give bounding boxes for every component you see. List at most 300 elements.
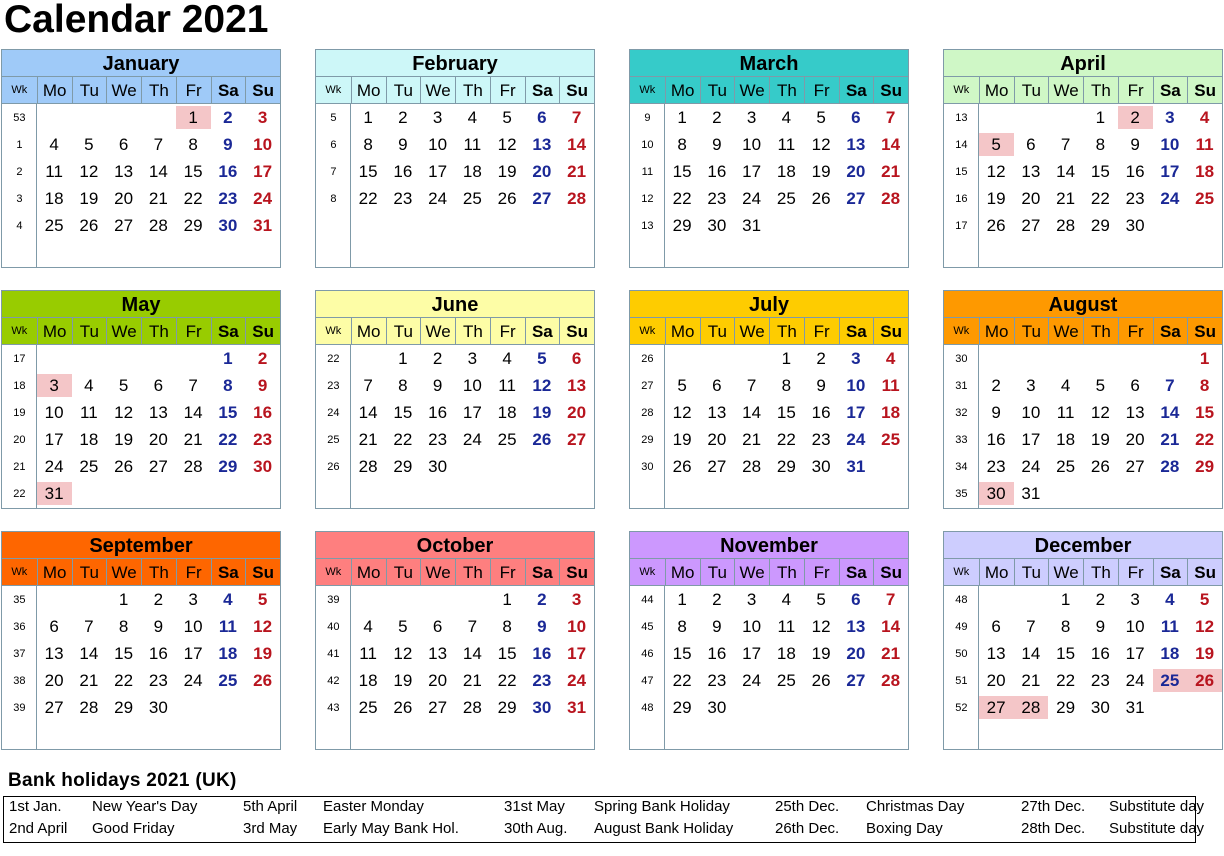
weekday-su: Su xyxy=(245,559,280,585)
empty-cell xyxy=(37,347,72,370)
weekday-tu: Tu xyxy=(1014,77,1049,103)
week-row xyxy=(2,426,280,453)
weekday-su: Su xyxy=(245,318,280,344)
day-cell: 7 xyxy=(885,590,896,609)
day-cell: 27 xyxy=(1125,457,1145,476)
weekday-tu: Tu xyxy=(386,559,421,585)
day-cell: 17 xyxy=(428,162,448,181)
day-cell: 11 xyxy=(218,617,237,636)
day-cell: 10 xyxy=(44,403,64,422)
week-number: 49 xyxy=(955,621,968,633)
holiday-name: Early May Bank Hol. xyxy=(323,820,459,837)
empty-cell xyxy=(665,347,700,370)
week-number-header: Wk xyxy=(953,325,970,337)
day-cell: 30 xyxy=(707,216,727,235)
day-cell: 11 xyxy=(881,376,900,395)
weekday-header xyxy=(316,77,594,104)
day-cell: 9 xyxy=(257,376,268,395)
day-cell: 23 xyxy=(532,671,552,690)
week-number: 33 xyxy=(955,434,968,446)
weekday-th: Th xyxy=(455,318,490,344)
week-number: 2 xyxy=(16,166,23,178)
week-number: 32 xyxy=(955,407,968,419)
day-cell: 7 xyxy=(571,108,582,127)
day-cell: 4 xyxy=(781,590,792,609)
weekday-we: We xyxy=(106,318,141,344)
day-cell: 31 xyxy=(846,457,866,476)
day-cell: 15 xyxy=(1090,162,1110,181)
day-cell: 9 xyxy=(537,617,547,636)
page-title: Calendar 2021 xyxy=(4,0,269,41)
day-cell: 25 xyxy=(776,671,796,690)
day-cell: 21 xyxy=(148,189,168,208)
day-cell: 27 xyxy=(846,671,866,690)
month-december xyxy=(943,531,1223,750)
day-cell: 1 xyxy=(223,349,233,368)
weekday-th: Th xyxy=(455,77,490,103)
empty-cell xyxy=(1153,347,1188,370)
day-cell: 30 xyxy=(1125,216,1145,235)
day-cell: 20 xyxy=(1125,430,1145,449)
week-row xyxy=(944,586,1222,613)
day-cell: 10 xyxy=(742,617,762,636)
week-number: 15 xyxy=(955,166,968,178)
day-cell: 26 xyxy=(253,671,273,690)
weekday-sa: Sa xyxy=(839,77,874,103)
weekday-we: We xyxy=(734,559,769,585)
month-name: April xyxy=(944,50,1222,77)
week-number: 3 xyxy=(16,193,23,205)
day-cell: 25 xyxy=(218,671,238,690)
week-number: 43 xyxy=(327,702,340,714)
day-cell: 24 xyxy=(846,430,866,449)
day-cell: 5 xyxy=(118,376,129,395)
week-row xyxy=(316,453,594,480)
day-cell: 8 xyxy=(781,376,792,395)
day-cell: 24 xyxy=(567,671,587,690)
month-name: February xyxy=(316,50,594,77)
day-cell: 2 xyxy=(991,376,1001,395)
day-cell: 12 xyxy=(497,135,517,154)
day-cell: 1 xyxy=(1095,108,1106,127)
day-cell: 10 xyxy=(462,376,482,395)
empty-cell xyxy=(700,347,735,370)
week-number: 51 xyxy=(955,675,968,687)
weekday-fr: Fr xyxy=(804,77,839,103)
empty-cell xyxy=(804,696,839,719)
week-row xyxy=(630,640,908,667)
day-cell: 28 xyxy=(79,698,99,717)
week-row xyxy=(2,480,280,507)
day-cell: 23 xyxy=(148,671,168,690)
day-cell: 12 xyxy=(811,617,831,636)
week-row xyxy=(2,613,280,640)
weekday-mo: Mo xyxy=(37,318,72,344)
day-cell: 22 xyxy=(497,671,517,690)
day-cell: 15 xyxy=(672,162,692,181)
day-cell: 17 xyxy=(253,162,273,181)
day-cell: 1 xyxy=(677,590,687,609)
weekday-tu: Tu xyxy=(386,318,421,344)
week-number: 47 xyxy=(641,675,654,687)
day-cell: 3 xyxy=(1130,590,1140,609)
day-cell: 1 xyxy=(176,106,211,129)
day-cell: 27 xyxy=(846,189,866,208)
day-cell: 29 xyxy=(776,457,796,476)
weekday-tu: Tu xyxy=(386,77,421,103)
day-cell: 15 xyxy=(393,403,413,422)
day-cell: 25 xyxy=(1153,669,1188,692)
empty-cell xyxy=(72,347,107,370)
day-cell: 4 xyxy=(223,590,233,609)
day-cell: 8 xyxy=(363,135,373,154)
day-cell: 15 xyxy=(218,403,238,422)
day-cell: 2 xyxy=(223,108,233,127)
weekday-mo: Mo xyxy=(665,77,700,103)
weekday-we: We xyxy=(1048,77,1083,103)
day-cell: 18 xyxy=(1195,162,1215,181)
day-cell: 31 xyxy=(742,216,762,235)
day-cell: 27 xyxy=(532,189,552,208)
week-row xyxy=(2,399,280,426)
week-row xyxy=(316,372,594,399)
day-cell: 27 xyxy=(567,430,587,449)
week-row xyxy=(316,131,594,158)
empty-cell xyxy=(1014,588,1049,611)
week-number-header: Wk xyxy=(11,566,28,578)
empty-cell xyxy=(455,588,490,611)
week-row xyxy=(944,104,1222,131)
weekday-fr: Fr xyxy=(1118,318,1153,344)
day-cell: 22 xyxy=(114,671,134,690)
day-cell: 17 xyxy=(1160,162,1180,181)
week-number: 45 xyxy=(641,621,654,633)
weekday-we: We xyxy=(734,318,769,344)
holiday-date: 25th Dec. xyxy=(775,798,840,815)
weekday-fr: Fr xyxy=(490,77,525,103)
weekday-mo: Mo xyxy=(665,559,700,585)
day-cell: 18 xyxy=(497,403,517,422)
holiday-name: Easter Monday xyxy=(323,798,424,815)
day-cell: 22 xyxy=(1195,430,1215,449)
day-cell: 31 xyxy=(1125,698,1145,717)
day-cell: 26 xyxy=(497,189,517,208)
empty-cell xyxy=(72,588,107,611)
holiday-name: Substitute day xyxy=(1109,798,1205,815)
day-cell: 8 xyxy=(188,135,198,154)
day-cell: 19 xyxy=(811,644,831,663)
day-cell: 9 xyxy=(712,617,722,636)
day-cell: 20 xyxy=(707,430,727,449)
day-cell: 2 xyxy=(537,590,547,609)
day-cell: 24 xyxy=(44,457,64,476)
week-number: 39 xyxy=(13,702,26,714)
day-cell: 2 xyxy=(257,349,268,368)
day-cell: 3 xyxy=(188,590,198,609)
week-row xyxy=(630,372,908,399)
empty-cell xyxy=(1153,482,1188,505)
week-number-header: Wk xyxy=(325,566,342,578)
day-cell: 19 xyxy=(1090,430,1110,449)
day-cell: 12 xyxy=(672,403,692,422)
weekday-we: We xyxy=(420,77,455,103)
week-row xyxy=(944,426,1222,453)
day-cell: 6 xyxy=(118,135,129,154)
day-cell: 8 xyxy=(502,617,512,636)
week-row xyxy=(944,131,1222,158)
empty-cell xyxy=(420,588,455,611)
week-number: 7 xyxy=(330,166,337,178)
day-cell: 23 xyxy=(707,671,727,690)
week-row xyxy=(630,158,908,185)
day-cell: 26 xyxy=(1187,669,1222,692)
day-cell: 5 xyxy=(1199,590,1210,609)
holiday-name: August Bank Holiday xyxy=(594,820,734,837)
day-cell: 17 xyxy=(567,644,587,663)
week-number: 34 xyxy=(955,461,968,473)
day-cell: 8 xyxy=(223,376,233,395)
week-row xyxy=(316,104,594,131)
day-cell: 26 xyxy=(79,216,99,235)
empty-cell xyxy=(1083,347,1118,370)
empty-cell xyxy=(106,482,141,505)
day-cell: 14 xyxy=(1056,162,1076,181)
weekday-su: Su xyxy=(873,77,908,103)
day-cell: 4 xyxy=(363,617,373,636)
day-cell: 12 xyxy=(393,644,413,663)
week-number: 28 xyxy=(641,407,654,419)
day-cell: 22 xyxy=(1056,671,1076,690)
weekday-th: Th xyxy=(141,77,176,103)
day-cell: 29 xyxy=(1056,698,1076,717)
week-number: 27 xyxy=(641,380,654,392)
weekday-sa: Sa xyxy=(1153,77,1188,103)
day-cell: 23 xyxy=(253,430,273,449)
day-cell: 5 xyxy=(1095,376,1106,395)
day-cell: 24 xyxy=(183,671,203,690)
day-cell: 9 xyxy=(991,403,1001,422)
day-cell: 14 xyxy=(79,644,99,663)
day-cell: 14 xyxy=(881,617,901,636)
day-cell: 2 xyxy=(1095,590,1106,609)
day-cell: 14 xyxy=(1160,403,1180,422)
day-cell: 27 xyxy=(428,698,448,717)
day-cell: 28 xyxy=(881,671,901,690)
empty-cell xyxy=(839,214,874,237)
day-cell: 21 xyxy=(742,430,762,449)
holiday-date: 1st Jan. xyxy=(9,798,62,815)
day-cell: 9 xyxy=(223,135,233,154)
day-cell: 2 xyxy=(712,108,722,127)
day-cell: 22 xyxy=(672,671,692,690)
week-row xyxy=(2,667,280,694)
week-number: 5 xyxy=(330,112,337,124)
bank-holidays-title: Bank holidays 2021 (UK) xyxy=(8,770,237,791)
day-cell: 29 xyxy=(497,698,517,717)
holiday-name: Christmas Day xyxy=(866,798,965,815)
day-cell: 10 xyxy=(183,617,203,636)
day-cell: 30 xyxy=(428,457,448,476)
week-row xyxy=(316,426,594,453)
day-cell: 15 xyxy=(183,162,203,181)
empty-cell xyxy=(804,214,839,237)
weekday-tu: Tu xyxy=(72,559,107,585)
day-cell: 14 xyxy=(567,135,587,154)
empty-cell xyxy=(351,588,386,611)
day-cell: 8 xyxy=(118,617,129,636)
empty-cell xyxy=(72,106,107,129)
day-cell: 27 xyxy=(1021,216,1041,235)
day-cell: 1 xyxy=(1060,590,1071,609)
day-cell: 1 xyxy=(1199,349,1210,368)
day-cell: 30 xyxy=(148,698,168,717)
month-july xyxy=(629,290,909,509)
empty-cell xyxy=(211,696,246,719)
day-cell: 23 xyxy=(1125,189,1145,208)
day-cell: 13 xyxy=(986,644,1006,663)
day-cell: 25 xyxy=(79,457,99,476)
weekday-su: Su xyxy=(245,77,280,103)
day-cell: 19 xyxy=(497,162,517,181)
day-cell: 1 xyxy=(118,590,129,609)
empty-cell xyxy=(734,347,769,370)
empty-cell xyxy=(839,696,874,719)
day-cell: 2 xyxy=(712,590,722,609)
weekday-tu: Tu xyxy=(700,318,735,344)
day-cell: 19 xyxy=(532,403,552,422)
day-cell: 29 xyxy=(1195,457,1215,476)
week-number: 19 xyxy=(13,407,26,419)
empty-cell xyxy=(1118,347,1153,370)
empty-cell xyxy=(1153,696,1188,719)
day-cell: 13 xyxy=(567,376,587,395)
week-row xyxy=(316,399,594,426)
empty-cell xyxy=(1083,482,1118,505)
day-cell: 7 xyxy=(188,376,198,395)
day-cell: 23 xyxy=(707,189,727,208)
day-cell: 29 xyxy=(672,216,692,235)
week-number: 17 xyxy=(13,353,26,365)
day-cell: 6 xyxy=(851,108,861,127)
day-cell: 21 xyxy=(183,430,203,449)
day-cell: 25 xyxy=(462,189,482,208)
day-cell: 14 xyxy=(881,135,901,154)
day-cell: 5 xyxy=(257,590,268,609)
day-cell: 28 xyxy=(1160,457,1180,476)
weekday-th: Th xyxy=(769,559,804,585)
day-cell: 25 xyxy=(1195,189,1215,208)
day-cell: 22 xyxy=(218,430,238,449)
day-cell: 11 xyxy=(498,376,516,395)
day-cell: 25 xyxy=(1056,457,1076,476)
day-cell: 21 xyxy=(358,430,378,449)
day-cell: 7 xyxy=(746,376,757,395)
day-cell: 10 xyxy=(428,135,448,154)
week-number: 31 xyxy=(955,380,968,392)
day-cell: 20 xyxy=(428,671,448,690)
day-cell: 11 xyxy=(359,644,377,663)
weekday-th: Th xyxy=(455,559,490,585)
weekday-header xyxy=(316,559,594,586)
day-cell: 9 xyxy=(712,135,722,154)
day-cell: 8 xyxy=(398,376,408,395)
week-row xyxy=(2,586,280,613)
day-cell: 24 xyxy=(1125,671,1145,690)
day-cell: 7 xyxy=(1026,617,1036,636)
week-row xyxy=(630,667,908,694)
day-cell: 22 xyxy=(672,189,692,208)
day-cell: 14 xyxy=(462,644,482,663)
day-cell: 10 xyxy=(846,376,866,395)
day-cell: 13 xyxy=(148,403,168,422)
day-cell: 12 xyxy=(1195,617,1215,636)
weekday-header xyxy=(944,77,1222,104)
week-row xyxy=(2,131,280,158)
day-cell: 14 xyxy=(358,403,378,422)
weekday-tu: Tu xyxy=(1014,559,1049,585)
week-row xyxy=(944,372,1222,399)
week-row xyxy=(630,694,908,721)
weekday-sa: Sa xyxy=(839,559,874,585)
week-number: 35 xyxy=(13,594,26,606)
day-cell: 29 xyxy=(672,698,692,717)
month-name: July xyxy=(630,291,908,318)
day-cell: 28 xyxy=(148,216,168,235)
week-number: 48 xyxy=(641,702,654,714)
empty-cell xyxy=(37,588,72,611)
day-cell: 6 xyxy=(851,590,861,609)
weekday-su: Su xyxy=(559,559,594,585)
week-row xyxy=(2,694,280,721)
week-number: 44 xyxy=(641,594,654,606)
weekday-fr: Fr xyxy=(804,318,839,344)
week-number-header: Wk xyxy=(325,84,342,96)
month-name: September xyxy=(2,532,280,559)
holiday-date: 30th Aug. xyxy=(504,820,568,837)
day-cell: 7 xyxy=(153,135,164,154)
week-row xyxy=(2,185,280,212)
month-name: January xyxy=(2,50,280,77)
day-cell: 11 xyxy=(463,135,482,154)
day-cell: 16 xyxy=(148,644,168,663)
week-number: 48 xyxy=(955,594,968,606)
day-cell: 23 xyxy=(218,189,238,208)
day-cell: 4 xyxy=(467,108,478,127)
weekday-we: We xyxy=(734,77,769,103)
day-cell: 21 xyxy=(567,162,587,181)
day-cell: 12 xyxy=(986,162,1006,181)
day-cell: 26 xyxy=(811,671,831,690)
week-number: 41 xyxy=(327,648,340,660)
holiday-name: Spring Bank Holiday xyxy=(594,798,730,815)
week-row xyxy=(2,453,280,480)
empty-cell xyxy=(455,455,490,478)
week-number-header: Wk xyxy=(639,325,656,337)
day-cell: 15 xyxy=(358,162,378,181)
day-cell: 9 xyxy=(1095,617,1106,636)
week-number-header: Wk xyxy=(639,566,656,578)
week-row xyxy=(2,212,280,239)
day-cell: 12 xyxy=(532,376,552,395)
week-number: 53 xyxy=(13,112,26,124)
day-cell: 8 xyxy=(1095,135,1106,154)
day-cell: 13 xyxy=(846,617,866,636)
weekday-th: Th xyxy=(1083,559,1118,585)
weekday-we: We xyxy=(1048,318,1083,344)
month-name: November xyxy=(630,532,908,559)
empty-cell xyxy=(1187,696,1222,719)
day-cell: 2 xyxy=(398,108,408,127)
